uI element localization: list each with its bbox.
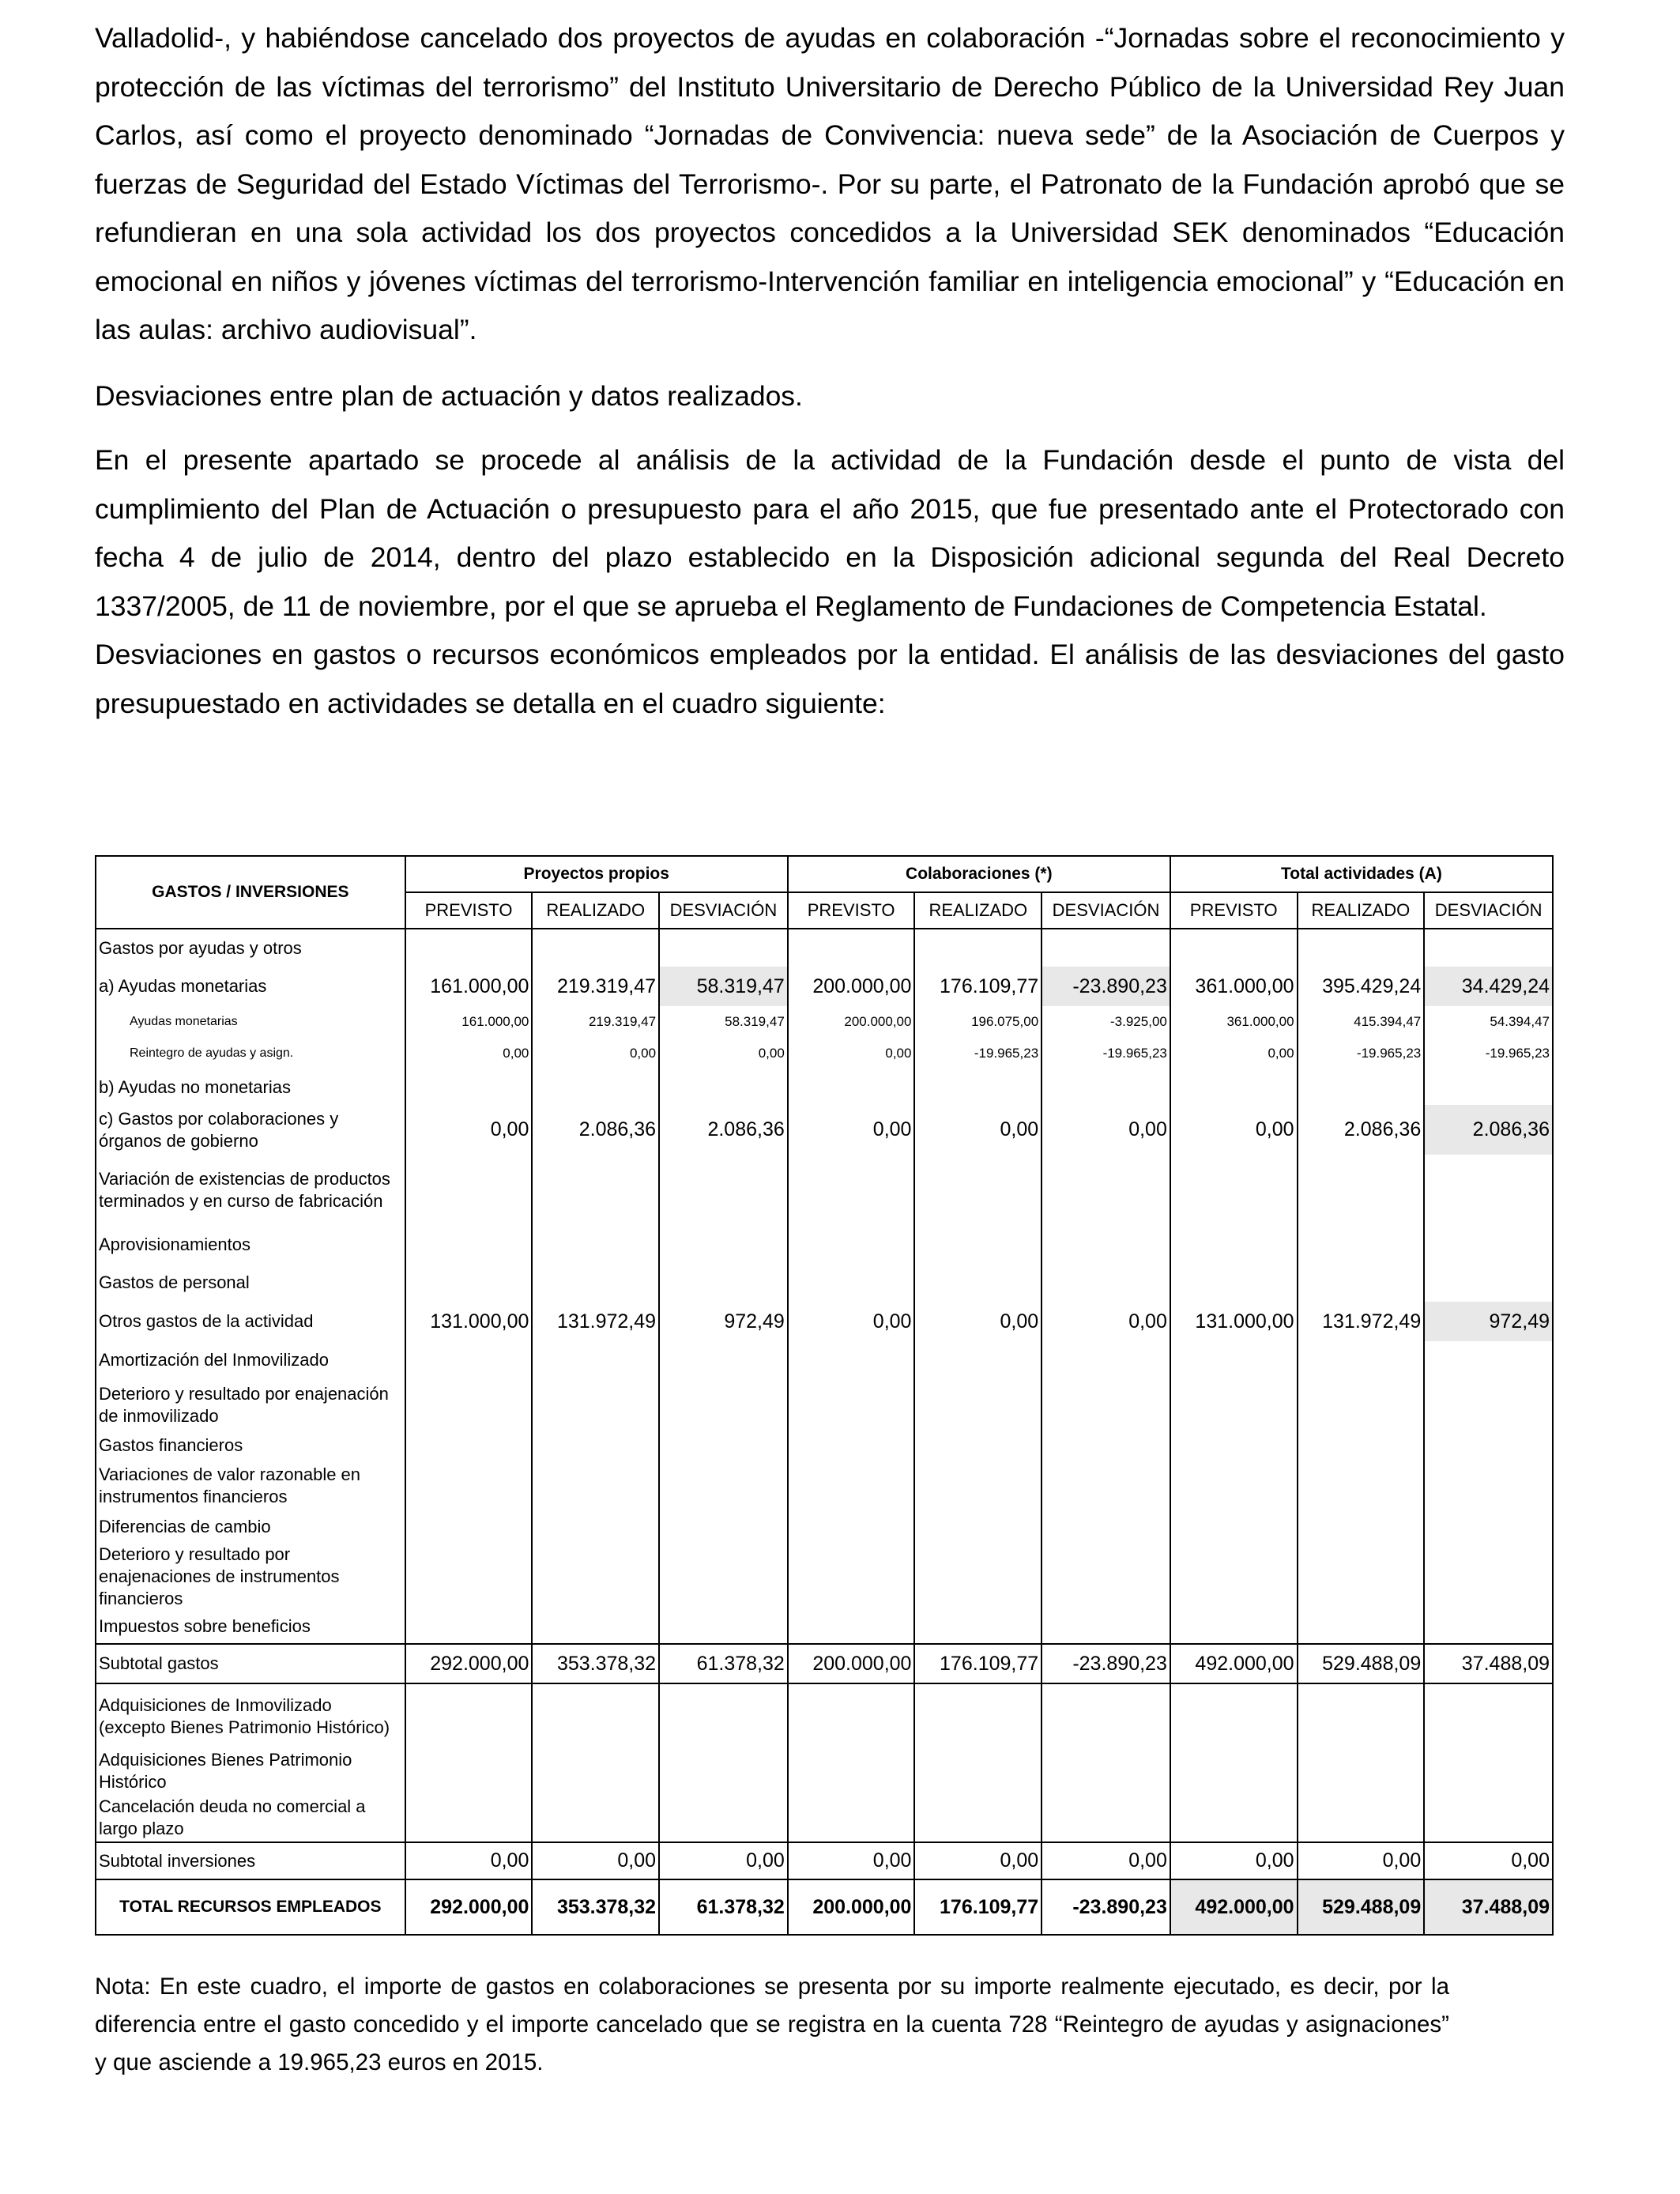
table-cell: 37.488,09 [1424, 1879, 1553, 1935]
table-cell [1298, 1460, 1425, 1511]
table-cell: 353.378,32 [532, 1644, 659, 1683]
table-cell [788, 1793, 915, 1842]
row-label: Variaciones de valor razonable en instrumentos financieros [96, 1460, 405, 1511]
paragraph-desviaciones-gastos: Desviaciones en gastos o recursos económicos empleados por la entidad. El análisis de las desviaciones del gasto presupuestado en actividades se detalla en el cuadro siguiente: [95, 639, 1565, 719]
budget-table [95, 855, 1554, 1936]
table-cell [405, 1511, 533, 1543]
table-row [96, 1683, 1553, 1749]
row-label: TOTAL RECURSOS EMPLEADOS [96, 1879, 405, 1935]
table-cell [1170, 1264, 1298, 1302]
table-cell [914, 1793, 1042, 1842]
paragraph-intro: Valladolid-, y habiéndose cancelado dos proyectos de ayudas en colaboración -“Jornadas sobre el reconocimiento y protección de las víctimas del terrorismo” del Instituto Universitario de Derecho Público de la Universidad Rey Juan Carlos, así como el proyecto denominado “Jornadas de Convivencia: nueva sede” de la Asociación de Cuerpos y fuerzas de Seguridad del Estado Víctimas del Terrorismo-. Por su parte, el Patronato de la Fundación aprobó que se refundieran en una sola actividad los dos proyectos concedidos a la Universidad SEK denominados “Educación emocional en niños y jóvenes víctimas del terrorismo-Intervención familiar en inteligencia emocional” y “Educación en las aulas: archivo audiovisual”. [95, 22, 1565, 345]
table-cell: -3.925,00 [1042, 1006, 1170, 1038]
table-cell [1170, 1226, 1298, 1264]
paragraph-analisis: En el presente apartado se procede al análisis de la actividad de la Fundación desde el punto de vista del cumplimiento del Plan de Actuación o presupuesto para el año 2015, que fue presentado ante el Protectorado con fecha 4 de julio de 2014, dentro del plazo establecido en la Disposición adicional segunda del Real Decreto 1337/2005, de 11 de noviembre, por el que se aprueba el Reglamento de Fundaciones de Competencia Estatal. [95, 444, 1565, 622]
table-cell [914, 1155, 1042, 1226]
table-cell: 219.319,47 [532, 967, 659, 1006]
table-cell [1424, 1610, 1553, 1644]
table-cell [659, 1155, 788, 1226]
row-label: Amortización del Inmovilizado [96, 1341, 405, 1379]
group-header-proyectos-propios: Proyectos propios [405, 856, 788, 892]
table-cell: 353.378,32 [532, 1879, 659, 1935]
table-cell [1298, 1683, 1425, 1749]
table-cell [1298, 929, 1425, 967]
table-cell [1170, 1511, 1298, 1543]
table-cell [1424, 1460, 1553, 1511]
table-cell [1298, 1431, 1425, 1460]
table-cell: 2.086,36 [1424, 1105, 1553, 1155]
table-cell [788, 1431, 915, 1460]
table-cell: 200.000,00 [788, 967, 915, 1006]
table-cell: 200.000,00 [788, 1879, 915, 1935]
table-cell: -19.965,23 [1042, 1038, 1170, 1069]
table-cell [659, 1460, 788, 1511]
table-cell [1042, 1683, 1170, 1749]
subcol-header: REALIZADO [532, 892, 659, 929]
table-cell [1424, 1749, 1553, 1793]
table-cell [1042, 1431, 1170, 1460]
table-cell: 972,49 [659, 1302, 788, 1341]
table-cell: 61.378,32 [659, 1644, 788, 1683]
table-row [96, 1226, 1553, 1264]
table-cell: 0,00 [1042, 1302, 1170, 1341]
table-cell [914, 1264, 1042, 1302]
table-cell [914, 1431, 1042, 1460]
table-cell [1170, 1431, 1298, 1460]
table-cell [405, 1069, 533, 1105]
table-cell [1298, 1749, 1425, 1793]
table-cell [532, 1069, 659, 1105]
table-row [96, 1379, 1553, 1431]
table-cell: 292.000,00 [405, 1644, 533, 1683]
table-cell: 0,00 [788, 1842, 915, 1879]
table-cell: 200.000,00 [788, 1006, 915, 1038]
table-cell [914, 1749, 1042, 1793]
table-cell [659, 1749, 788, 1793]
table-cell [532, 1155, 659, 1226]
row-label: Reintegro de ayudas y asign. [96, 1038, 405, 1069]
table-cell: 0,00 [1298, 1842, 1425, 1879]
table-cell [1042, 1069, 1170, 1105]
table-row [96, 1341, 1553, 1379]
paragraph-heading-desviaciones: Desviaciones entre plan de actuación y datos realizados. [95, 379, 803, 412]
table-cell [788, 1155, 915, 1226]
table-cell [1042, 1226, 1170, 1264]
table-cell: 0,00 [1170, 1038, 1298, 1069]
row-label: Deterioro y resultado por enajenaciones de instrumentos financieros [96, 1543, 405, 1610]
table-cell [1298, 1793, 1425, 1842]
subcol-header: PREVISTO [788, 892, 915, 929]
table-cell: 0,00 [532, 1038, 659, 1069]
subcol-header: DESVIACIÓN [1042, 892, 1170, 929]
table-row [96, 1264, 1553, 1302]
table-cell [1298, 1610, 1425, 1644]
table-cell: 0,00 [914, 1302, 1042, 1341]
table-cell: -19.965,23 [914, 1038, 1042, 1069]
table-row [96, 1879, 1553, 1935]
group-header-total-actividades: Total actividades (A) [1170, 856, 1553, 892]
table-cell [659, 1226, 788, 1264]
table-cell [1424, 1155, 1553, 1226]
row-label: Subtotal inversiones [96, 1842, 405, 1879]
table-cell: -19.965,23 [1298, 1038, 1425, 1069]
table-cell [1170, 1543, 1298, 1610]
table-cell [914, 929, 1042, 967]
table-row [96, 1006, 1553, 1038]
table-cell [659, 1341, 788, 1379]
table-cell [405, 929, 533, 967]
table-row [96, 929, 1553, 967]
table-cell [788, 1069, 915, 1105]
table-cell: -19.965,23 [1424, 1038, 1553, 1069]
table-cell [1170, 1610, 1298, 1644]
table-cell: 492.000,00 [1170, 1644, 1298, 1683]
table-cell: 0,00 [659, 1842, 788, 1879]
row-label: Gastos de personal [96, 1264, 405, 1302]
row-label: a) Ayudas monetarias [96, 967, 405, 1006]
table-cell [659, 1793, 788, 1842]
table-cell [788, 1226, 915, 1264]
table-cell [914, 1069, 1042, 1105]
table-cell [1170, 1379, 1298, 1431]
table-cell [788, 1341, 915, 1379]
table-cell: 0,00 [914, 1842, 1042, 1879]
table-body [96, 929, 1553, 1935]
table-cell [914, 1610, 1042, 1644]
table-cell [788, 1543, 915, 1610]
table-cell: 0,00 [1042, 1105, 1170, 1155]
table-cell: 37.488,09 [1424, 1644, 1553, 1683]
row-label: Adquisiciones de Inmovilizado (excepto Bienes Patrimonio Histórico) [96, 1683, 405, 1749]
table-cell: 58.319,47 [659, 967, 788, 1006]
table-cell [1042, 1460, 1170, 1511]
table-cell [1042, 1379, 1170, 1431]
table-cell [1170, 1683, 1298, 1749]
table-cell [532, 1749, 659, 1793]
table-cell [914, 1511, 1042, 1543]
table-row [96, 1431, 1553, 1460]
table-cell: 292.000,00 [405, 1879, 533, 1935]
row-label: Adquisiciones Bienes Patrimonio Histórico [96, 1749, 405, 1793]
table-cell [1042, 1543, 1170, 1610]
table-cell [788, 1511, 915, 1543]
row-label: Gastos por ayudas y otros [96, 929, 405, 967]
table-cell [659, 1543, 788, 1610]
table-row [96, 1069, 1553, 1105]
table-row [96, 1155, 1553, 1226]
table-cell [532, 1793, 659, 1842]
table-cell [405, 1793, 533, 1842]
table-cell [1424, 1511, 1553, 1543]
table-cell [1424, 1264, 1553, 1302]
table-cell [659, 1683, 788, 1749]
footnote-nota: Nota: En este cuadro, el importe de gastos en colaboraciones se presenta por su importe realmente ejecutado, es decir, por la diferencia entre el gasto concedido y el importe cancelado que se registra en la cuenta 728 “Reintegro de ayudas y asignaciones” y que asciende a 19.965,23 euros en 2015. [95, 1973, 1449, 2075]
row-label: Impuestos sobre beneficios [96, 1610, 405, 1644]
table-cell [532, 1460, 659, 1511]
table-cell: 529.488,09 [1298, 1644, 1425, 1683]
table-cell [1042, 1155, 1170, 1226]
table-cell [532, 1431, 659, 1460]
table-cell [405, 1543, 533, 1610]
table-cell [1298, 1379, 1425, 1431]
table-cell [405, 1341, 533, 1379]
table-cell: 176.109,77 [914, 1879, 1042, 1935]
table-cell [1042, 1264, 1170, 1302]
table-cell [532, 1511, 659, 1543]
table-cell [788, 1749, 915, 1793]
table-cell: 492.000,00 [1170, 1879, 1298, 1935]
table-cell [1424, 1543, 1553, 1610]
table-cell: 361.000,00 [1170, 967, 1298, 1006]
table-cell: 0,00 [1424, 1842, 1553, 1879]
table-cell: 61.378,32 [659, 1879, 788, 1935]
table-cell [788, 1264, 915, 1302]
table-cell [532, 1226, 659, 1264]
table-cell: 395.429,24 [1298, 967, 1425, 1006]
table-cell [532, 1341, 659, 1379]
table-corner-header: GASTOS / INVERSIONES [96, 856, 405, 929]
table-cell [1424, 1069, 1553, 1105]
row-label: b) Ayudas no monetarias [96, 1069, 405, 1105]
table-cell [1424, 1379, 1553, 1431]
table-cell: 176.109,77 [914, 967, 1042, 1006]
table-row [96, 1644, 1553, 1683]
row-label: Variación de existencias de productos terminados y en curso de fabricación [96, 1155, 405, 1226]
table-cell: 0,00 [405, 1038, 533, 1069]
table-cell: 415.394,47 [1298, 1006, 1425, 1038]
table-cell [532, 1543, 659, 1610]
table-cell [1170, 1341, 1298, 1379]
table-cell: -23.890,23 [1042, 967, 1170, 1006]
table-cell [405, 1264, 533, 1302]
table-row [96, 1511, 1553, 1543]
subcol-header: DESVIACIÓN [1424, 892, 1553, 929]
table-cell [405, 1610, 533, 1644]
document-body [95, 14, 1565, 728]
row-label: Gastos financieros [96, 1431, 405, 1460]
table-cell [659, 1431, 788, 1460]
table-cell [1170, 1749, 1298, 1793]
table-cell [532, 1683, 659, 1749]
table-row [96, 1105, 1553, 1155]
table-cell [1424, 1341, 1553, 1379]
table-cell: 131.000,00 [1170, 1302, 1298, 1341]
subcol-header: DESVIACIÓN [659, 892, 788, 929]
table-cell: 0,00 [405, 1105, 533, 1155]
table-cell [405, 1379, 533, 1431]
table-row [96, 1842, 1553, 1879]
table-cell [405, 1431, 533, 1460]
subcol-header: PREVISTO [405, 892, 533, 929]
table-cell [659, 929, 788, 967]
table-cell [1424, 1683, 1553, 1749]
table-cell: 2.086,36 [532, 1105, 659, 1155]
table-cell: 176.109,77 [914, 1644, 1042, 1683]
table-cell: 0,00 [1042, 1842, 1170, 1879]
table-cell: 131.972,49 [532, 1302, 659, 1341]
table-cell [659, 1069, 788, 1105]
table-cell [914, 1226, 1042, 1264]
table-cell: 2.086,36 [659, 1105, 788, 1155]
table-cell: 2.086,36 [1298, 1105, 1425, 1155]
table-row [96, 967, 1553, 1006]
table-cell: 161.000,00 [405, 1006, 533, 1038]
table-cell [659, 1379, 788, 1431]
row-label: Diferencias de cambio [96, 1511, 405, 1543]
table-cell: 0,00 [405, 1842, 533, 1879]
table-cell [405, 1460, 533, 1511]
table-cell: 529.488,09 [1298, 1879, 1425, 1935]
table-cell [1424, 1431, 1553, 1460]
group-header-colaboraciones: Colaboraciones (*) [788, 856, 1170, 892]
row-label: Aprovisionamientos [96, 1226, 405, 1264]
row-label: c) Gastos por colaboraciones y órganos de gobierno [96, 1105, 405, 1155]
table-cell [788, 1379, 915, 1431]
table-cell [1042, 1610, 1170, 1644]
subcol-header: REALIZADO [914, 892, 1042, 929]
table-cell [1042, 1511, 1170, 1543]
table-cell [1042, 1749, 1170, 1793]
table-cell: 131.000,00 [405, 1302, 533, 1341]
table-cell: 200.000,00 [788, 1644, 915, 1683]
table-cell: 131.972,49 [1298, 1302, 1425, 1341]
table-cell [914, 1543, 1042, 1610]
table-cell: 54.394,47 [1424, 1006, 1553, 1038]
row-label: Otros gastos de la actividad [96, 1302, 405, 1341]
table-cell [532, 1610, 659, 1644]
table-cell [1170, 929, 1298, 967]
table-cell: 0,00 [788, 1302, 915, 1341]
table-cell [1170, 1793, 1298, 1842]
table-cell [532, 1264, 659, 1302]
table-cell [788, 1610, 915, 1644]
table-row [96, 1460, 1553, 1511]
table-cell [405, 1749, 533, 1793]
table-cell: 0,00 [914, 1105, 1042, 1155]
table-cell [1298, 1341, 1425, 1379]
table-cell: 0,00 [659, 1038, 788, 1069]
table-cell [914, 1379, 1042, 1431]
subcol-header: REALIZADO [1298, 892, 1425, 929]
table-cell [1298, 1069, 1425, 1105]
table-cell [1424, 1226, 1553, 1264]
table-cell: 0,00 [788, 1038, 915, 1069]
row-label: Ayudas monetarias [96, 1006, 405, 1038]
row-label: Subtotal gastos [96, 1644, 405, 1683]
table-cell: -23.890,23 [1042, 1644, 1170, 1683]
table-cell [1298, 1543, 1425, 1610]
table-row [96, 1793, 1553, 1842]
table-cell: 196.075,00 [914, 1006, 1042, 1038]
table-cell [914, 1460, 1042, 1511]
table-cell [659, 1264, 788, 1302]
table-cell: 0,00 [1170, 1105, 1298, 1155]
table-row [96, 1302, 1553, 1341]
table-cell: 0,00 [1170, 1842, 1298, 1879]
table-cell [788, 1683, 915, 1749]
table-cell: 0,00 [788, 1105, 915, 1155]
table-row [96, 1610, 1553, 1644]
table-cell [1170, 1155, 1298, 1226]
table-cell [1170, 1069, 1298, 1105]
table-cell [1298, 1511, 1425, 1543]
row-label: Cancelación deuda no comercial a largo plazo [96, 1793, 405, 1842]
table-cell [532, 1379, 659, 1431]
table-row [96, 1749, 1553, 1793]
table-cell: 972,49 [1424, 1302, 1553, 1341]
table-cell: 58.319,47 [659, 1006, 788, 1038]
table-cell [1298, 1264, 1425, 1302]
subcol-header: PREVISTO [1170, 892, 1298, 929]
table-cell [659, 1610, 788, 1644]
table-cell [1042, 1793, 1170, 1842]
table-cell [405, 1683, 533, 1749]
table-cell: 161.000,00 [405, 967, 533, 1006]
table-cell: 219.319,47 [532, 1006, 659, 1038]
table-cell [1042, 929, 1170, 967]
table-cell [405, 1155, 533, 1226]
table-cell [1170, 1460, 1298, 1511]
table-cell [1424, 929, 1553, 967]
table-cell [1042, 1341, 1170, 1379]
row-label: Deterioro y resultado por enajenación de inmovilizado [96, 1379, 405, 1431]
table-cell [788, 929, 915, 967]
table-row [96, 1038, 1553, 1069]
table-cell: 361.000,00 [1170, 1006, 1298, 1038]
table-cell [1298, 1226, 1425, 1264]
table-cell [659, 1511, 788, 1543]
table-cell [405, 1226, 533, 1264]
table-cell [532, 929, 659, 967]
table-cell: -23.890,23 [1042, 1879, 1170, 1935]
table-cell [1424, 1793, 1553, 1842]
table-cell [788, 1460, 915, 1511]
table-cell: 34.429,24 [1424, 967, 1553, 1006]
table-cell [1298, 1155, 1425, 1226]
table-cell [914, 1683, 1042, 1749]
table-cell: 0,00 [532, 1842, 659, 1879]
table-row [96, 1543, 1553, 1610]
table-cell [914, 1341, 1042, 1379]
